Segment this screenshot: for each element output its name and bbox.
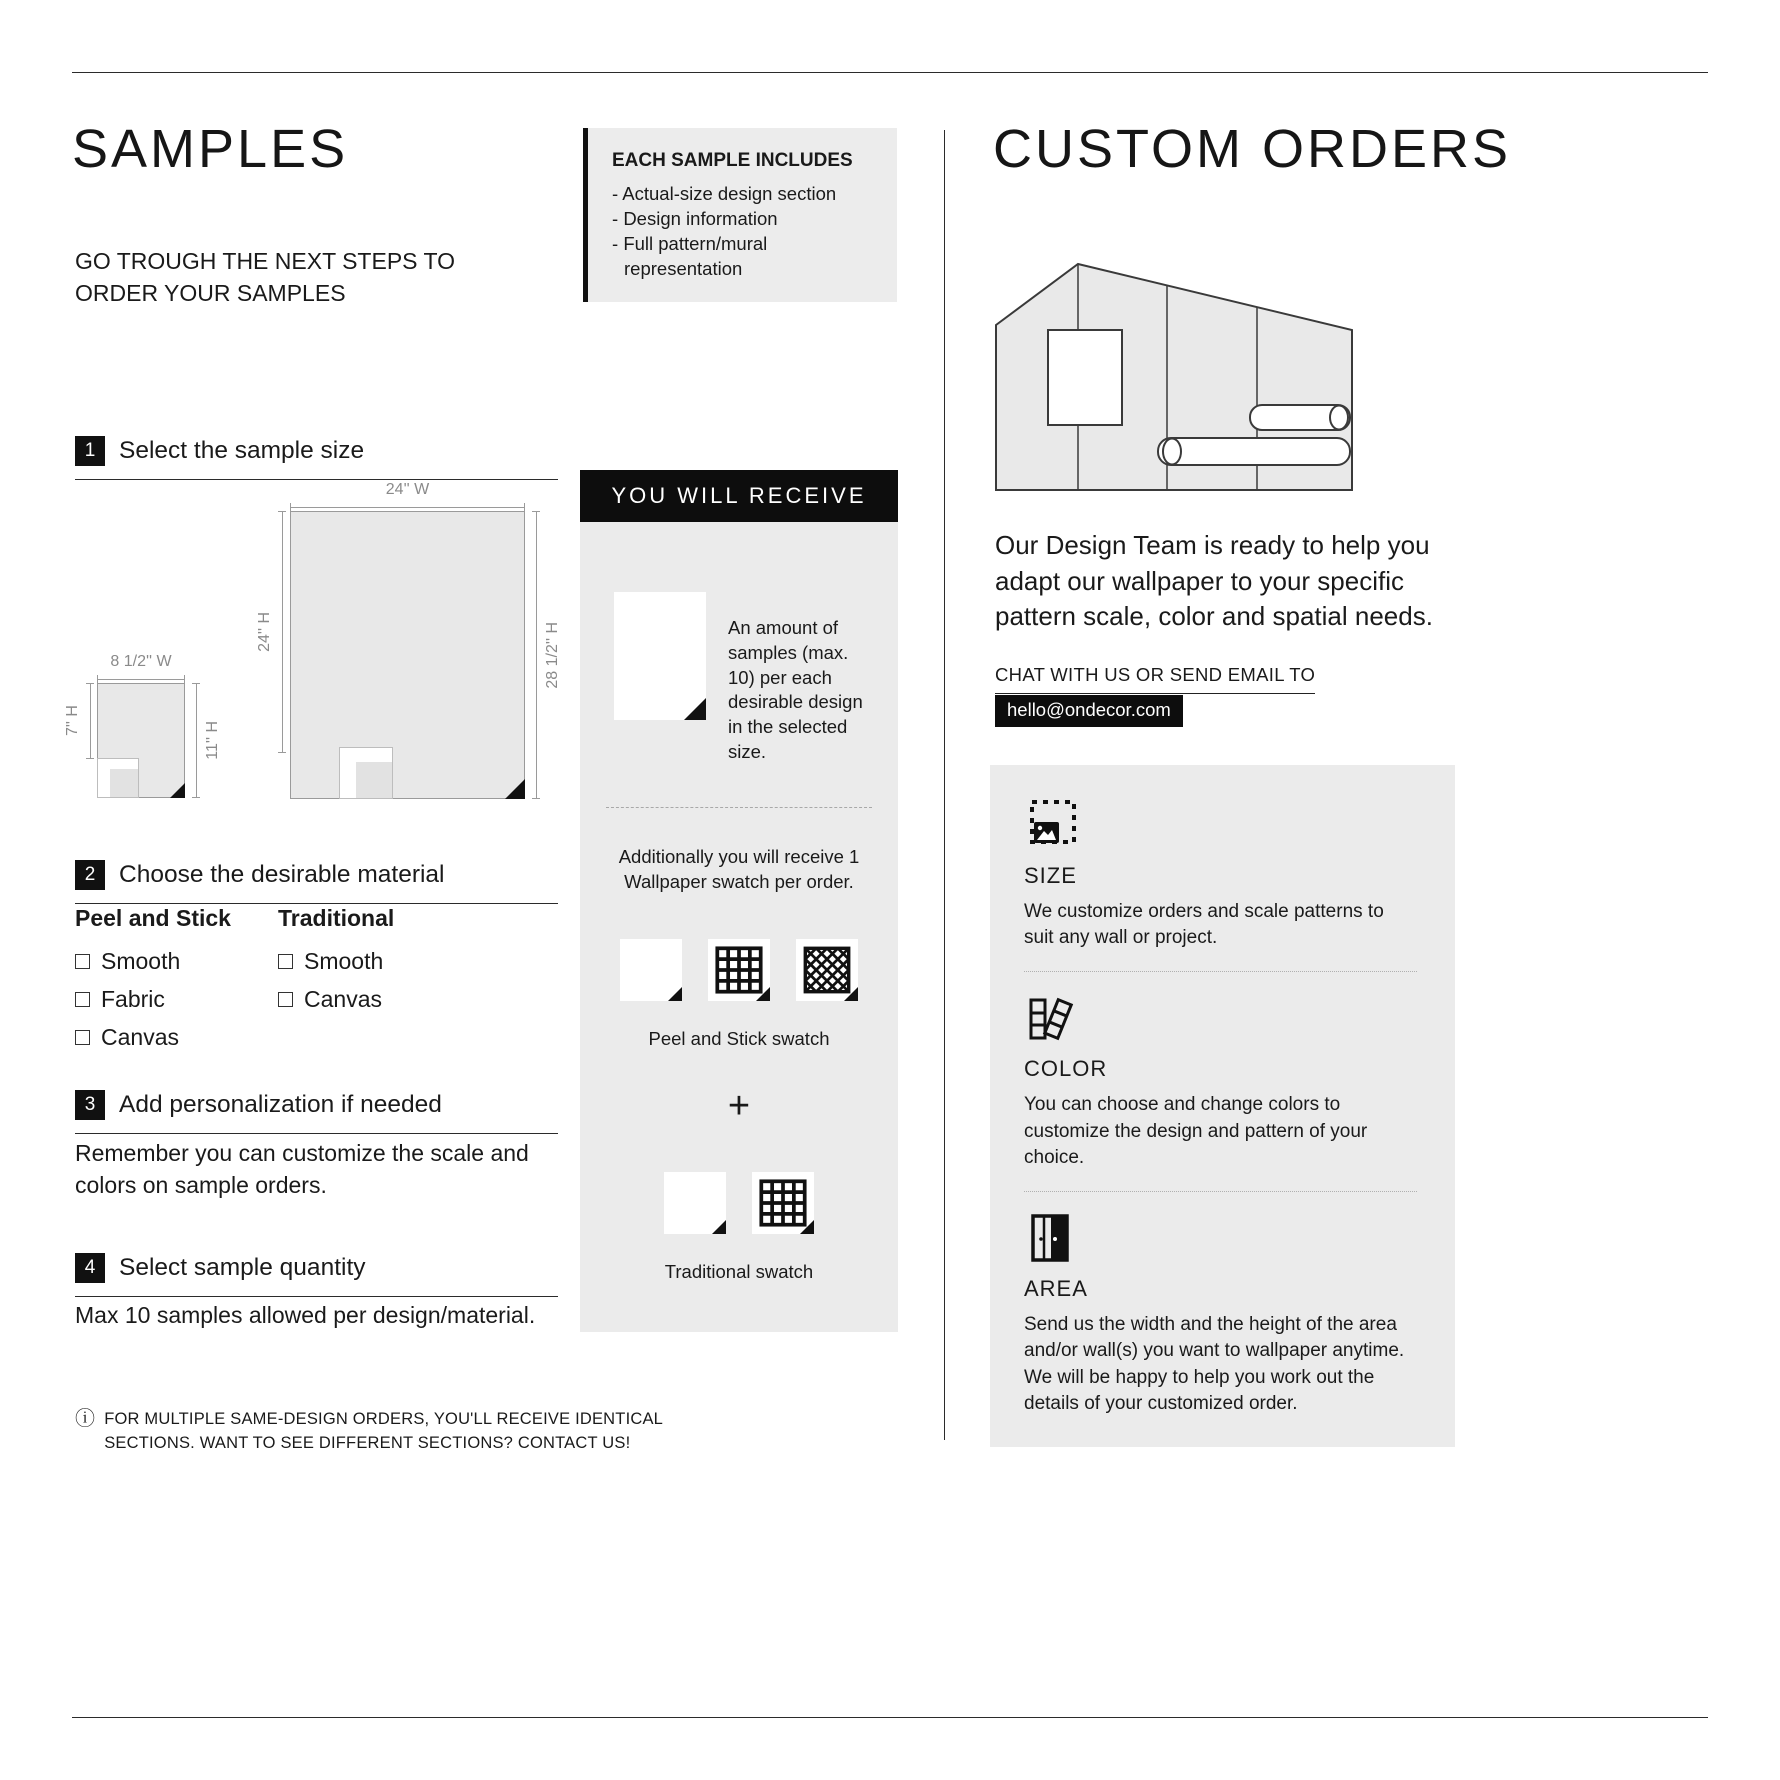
includes-item: - Design information xyxy=(612,207,879,232)
dimension-height-right-small xyxy=(192,683,222,798)
dimension-label: 8 1/2'' W xyxy=(110,653,172,670)
personalization-text: Remember you can customize the scale and colors on sample orders. xyxy=(75,1140,529,1198)
dimension-line xyxy=(532,511,540,799)
material-option-label: Canvas xyxy=(101,1024,179,1050)
plus-icon: + xyxy=(727,1084,751,1127)
step-3-number-badge: 3 xyxy=(75,1090,105,1120)
dimension-label: 11'' H xyxy=(204,721,221,760)
each-sample-includes-box xyxy=(583,128,897,302)
folded-corner-icon xyxy=(668,987,682,1001)
receive-sample-row xyxy=(580,522,898,765)
dimension-height-left-large xyxy=(256,511,286,753)
feature-name: SIZE xyxy=(1024,863,1077,888)
material-column-traditional xyxy=(278,905,394,1024)
peel-swatch-plain-icon xyxy=(620,939,682,1001)
nested-sample-outline xyxy=(339,747,393,799)
includes-item: - Full pattern/mural representation xyxy=(612,232,879,282)
peel-and-stick-title: Peel and Stick xyxy=(75,905,231,931)
sample-size-diagram xyxy=(64,481,582,823)
dimension-label: 7'' H xyxy=(64,705,81,737)
traditional-swatch-row xyxy=(580,1172,898,1234)
dimension-height-left-small xyxy=(64,683,94,759)
feature-name: AREA xyxy=(1024,1276,1088,1302)
samples-title: SAMPLES xyxy=(72,119,349,179)
material-option-canvas[interactable] xyxy=(75,1024,231,1051)
custom-intro-text: Our Design Team is ready to help you adapt our wallpaper to your specific pattern scale, color and spatial needs. xyxy=(995,530,1433,632)
receive-header: YOU WILL RECEIVE xyxy=(580,470,898,522)
step-2-number-badge: 2 xyxy=(75,860,105,890)
dimension-width-large xyxy=(290,481,525,511)
info-icon: ⓘ xyxy=(75,1408,96,1430)
step-3-header xyxy=(75,1090,558,1134)
step-1-label: Select the sample size xyxy=(119,437,365,464)
dimension-line xyxy=(86,683,94,759)
dimension-line xyxy=(278,511,286,753)
material-column-peel-and-stick xyxy=(75,905,231,1062)
feature-text: Send us the width and the height of the area and/or wall(s) you want to wallpaper anytime. We will be happy to help you work out the details of your customized order. xyxy=(1024,1314,1405,1414)
checkbox-icon[interactable] xyxy=(75,992,90,1007)
material-option-fabric[interactable] xyxy=(75,986,231,1013)
footnote-text: FOR MULTIPLE SAME-DESIGN ORDERS, YOU'LL RECEIVE IDENTICAL SECTIONS. WANT TO SEE DIFFERENT SECTIONS? CONTACT US! xyxy=(104,1410,663,1452)
peel-swatch-label: Peel and Stick swatch xyxy=(648,1027,830,1049)
house-icon xyxy=(995,260,1355,498)
chat-with-us-label: CHAT WITH US OR SEND EMAIL TO xyxy=(995,664,1315,694)
color-swatches-icon xyxy=(1024,992,1076,1044)
feature-name: COLOR xyxy=(1024,1056,1108,1082)
dotted-divider xyxy=(1024,1191,1417,1192)
peel-swatch-crosshatch-icon xyxy=(796,939,858,1001)
dimension-line xyxy=(192,683,200,798)
dimension-label: 24'' W xyxy=(385,481,430,498)
step-4-number-badge: 4 xyxy=(75,1253,105,1283)
folded-corner-icon xyxy=(844,987,858,1001)
includes-title: EACH SAMPLE INCLUDES xyxy=(612,150,853,171)
feature-size xyxy=(1024,799,1417,951)
feature-text: You can choose and change colors to customize the design and pattern of your choice. xyxy=(1024,1094,1368,1168)
step-4-header xyxy=(75,1253,558,1297)
footnote xyxy=(75,1408,700,1456)
folded-corner-icon xyxy=(800,1220,814,1234)
wallpaper-roll-icon xyxy=(1158,438,1350,465)
step-1-number-badge: 1 xyxy=(75,436,105,466)
large-sample-rectangle xyxy=(290,511,525,799)
traditional-swatch-grid-icon xyxy=(752,1172,814,1234)
feature-color xyxy=(1024,992,1417,1171)
material-option-smooth[interactable] xyxy=(278,948,394,975)
wallpaper-house-illustration xyxy=(995,260,1355,498)
folded-corner-icon xyxy=(170,783,185,798)
material-option-label: Smooth xyxy=(304,948,384,974)
samples-intro-text: GO TROUGH THE NEXT STEPS TO ORDER YOUR SAMPLES xyxy=(75,248,456,306)
folded-corner-icon xyxy=(505,779,525,799)
peel-swatch-row xyxy=(580,939,898,1001)
top-rule xyxy=(72,72,1708,73)
dashed-divider xyxy=(606,807,872,808)
checkbox-icon[interactable] xyxy=(278,992,293,1007)
nested-sample-outline xyxy=(97,758,139,798)
email-link[interactable]: hello@ondecor.com xyxy=(995,695,1183,727)
you-will-receive-panel xyxy=(580,470,898,1332)
column-divider xyxy=(944,130,945,1440)
checkbox-icon[interactable] xyxy=(75,954,90,969)
dimension-line xyxy=(290,503,525,511)
dotted-divider xyxy=(1024,971,1417,972)
receive-sample-text: An amount of samples (max. 10) per each desirable design in the selected size. xyxy=(728,617,863,762)
wallpaper-roll-icon xyxy=(1250,405,1350,430)
peel-swatch-grid-icon xyxy=(708,939,770,1001)
feature-area xyxy=(1024,1212,1417,1417)
bottom-rule xyxy=(72,1717,1708,1718)
small-sample-rectangle xyxy=(97,683,185,798)
checkbox-icon[interactable] xyxy=(278,954,293,969)
material-option-label: Smooth xyxy=(101,948,181,974)
sample-sheet-icon xyxy=(614,592,706,720)
dimension-height-right-large xyxy=(532,511,562,799)
size-icon xyxy=(1024,799,1076,851)
traditional-swatch-plain-icon xyxy=(664,1172,726,1234)
material-option-smooth[interactable] xyxy=(75,948,231,975)
custom-orders-title: CUSTOM ORDERS xyxy=(993,119,1512,179)
step-2-label: Choose the desirable material xyxy=(119,861,445,888)
nested-sample-fill xyxy=(356,762,392,798)
dimension-line xyxy=(97,675,185,683)
traditional-swatch-label: Traditional swatch xyxy=(664,1260,814,1282)
step-1-header xyxy=(75,436,558,480)
folded-corner-icon xyxy=(756,987,770,1001)
step-3-label: Add personalization if needed xyxy=(119,1091,442,1118)
material-option-label: Canvas xyxy=(304,986,382,1012)
receive-additional-text: Additionally you will receive 1 Wallpaper swatch per order. xyxy=(618,845,860,893)
includes-item: - Actual-size design section xyxy=(612,182,879,207)
material-option-label: Fabric xyxy=(101,986,165,1012)
dimension-label: 28 1/2'' H xyxy=(544,621,561,689)
custom-features-panel xyxy=(990,765,1455,1447)
folded-corner-icon xyxy=(684,698,706,720)
material-option-canvas[interactable] xyxy=(278,986,394,1013)
checkbox-icon[interactable] xyxy=(75,1030,90,1045)
area-wardrobe-icon xyxy=(1024,1212,1076,1264)
feature-text: We customize orders and scale patterns to suit any wall or project. xyxy=(1024,901,1384,949)
folded-corner-icon xyxy=(712,1220,726,1234)
dimension-label: 24'' H xyxy=(256,612,273,652)
quantity-text: Max 10 samples allowed per design/material. xyxy=(75,1302,536,1328)
dimension-width-small xyxy=(97,653,185,683)
step-2-header xyxy=(75,860,558,904)
step-4-label: Select sample quantity xyxy=(119,1254,366,1281)
traditional-title: Traditional xyxy=(278,905,395,931)
nested-sample-fill xyxy=(110,769,138,797)
